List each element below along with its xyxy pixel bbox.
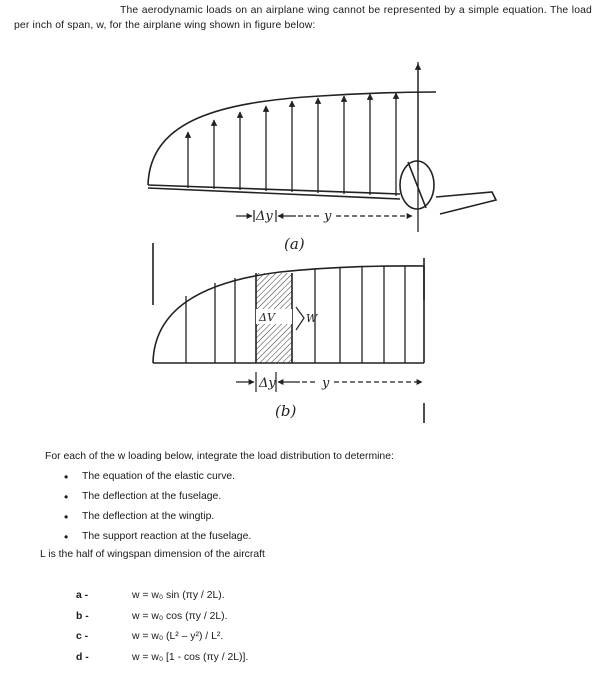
- requirements-list: [64, 470, 251, 550]
- fuselage-stub: [436, 192, 496, 214]
- dy-label-a: Δy: [256, 209, 273, 224]
- w-brace: [296, 307, 304, 330]
- intro-paragraph: The aerodynamic loads on an airplane wing cannot be represented by a simple equation. The load per inch of span, w, for the airplane wing shown in figure below:: [14, 5, 592, 31]
- y-label-a: y: [324, 209, 332, 224]
- load-arrows-a: [188, 64, 418, 196]
- option-label: d -: [76, 651, 89, 663]
- span-note: L is the half of wingspan dimension of the aircraft: [40, 549, 265, 560]
- option-formula: w = w₀ cos (πy / 2L).: [132, 610, 228, 622]
- option-label: c -: [76, 631, 89, 642]
- option-c: [76, 631, 248, 652]
- option-d: [76, 652, 248, 673]
- figure-b: [153, 243, 424, 423]
- caption-b: (b): [275, 402, 297, 420]
- list-item: • The equation of the elastic curve.: [64, 470, 251, 490]
- figure-a: [148, 62, 496, 232]
- option-label: a -: [76, 590, 89, 601]
- list-item: • The deflection at the wingtip.: [64, 510, 251, 530]
- y-label-b: y: [322, 376, 330, 391]
- loading-options: [76, 590, 248, 672]
- option-a: [76, 590, 248, 611]
- option-formula: w = w₀ sin (πy / 2L).: [132, 590, 225, 601]
- option-b: [76, 611, 248, 632]
- dy-label-b: Δy: [259, 376, 276, 391]
- dv-label: ΔV: [259, 311, 275, 324]
- strip-lines-b: [186, 266, 405, 363]
- caption-a: (a): [284, 235, 305, 253]
- list-item: • The deflection at the fuselage.: [64, 490, 251, 510]
- instruction-text: For each of the w loading below, integrate the load distribution to determine:: [45, 451, 394, 462]
- option-label: b -: [76, 610, 89, 622]
- fuselage-hatch-line: [408, 162, 426, 208]
- w-label: W: [306, 312, 318, 325]
- list-item: • The support reaction at the fuselage.: [64, 530, 251, 550]
- option-formula: w = w₀ (L² – y²) / L².: [132, 631, 224, 642]
- option-formula: w = w₀ [1 - cos (πy / 2L)].: [132, 651, 249, 663]
